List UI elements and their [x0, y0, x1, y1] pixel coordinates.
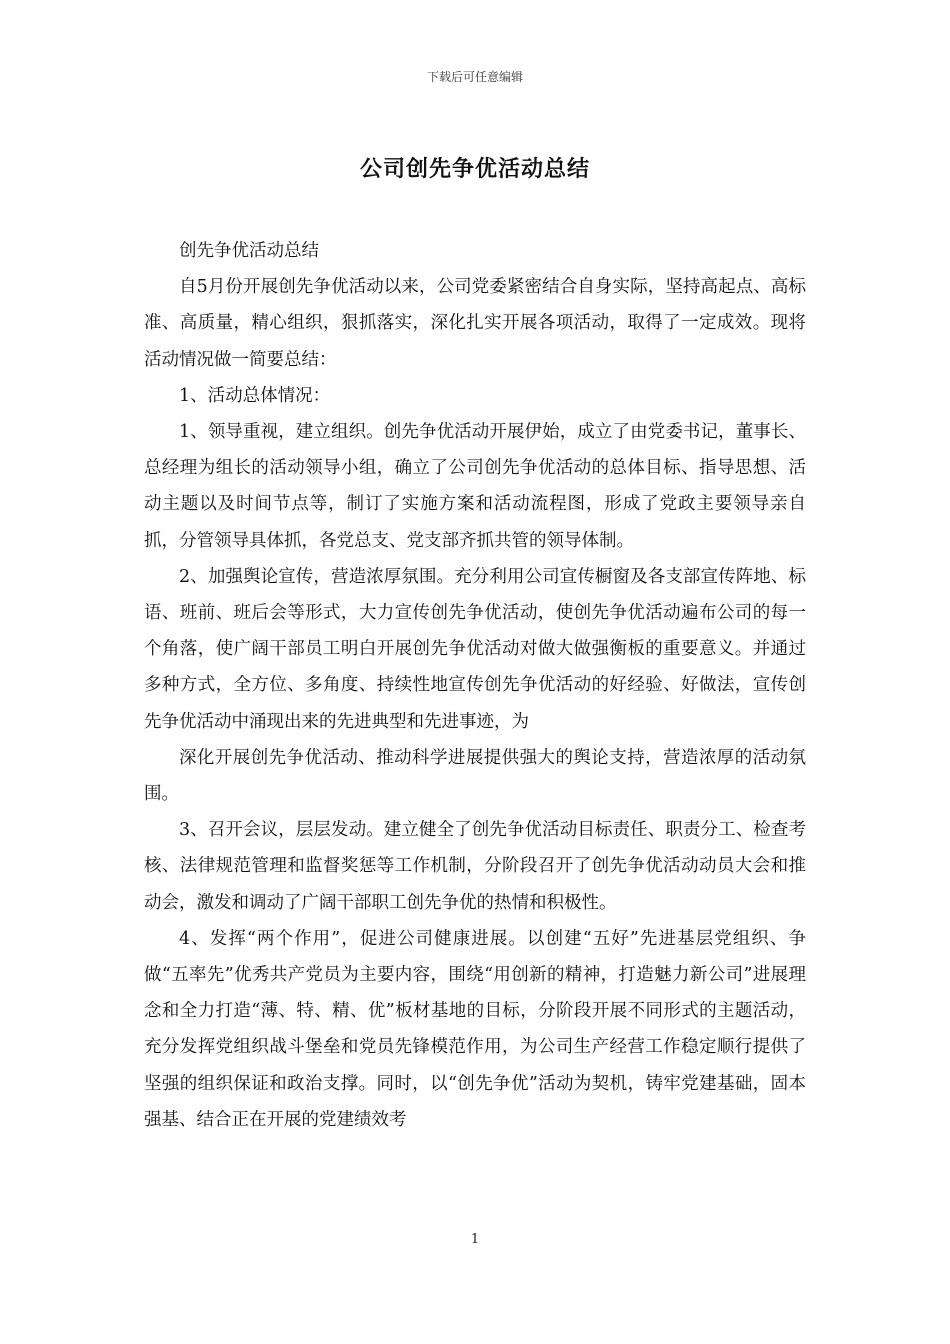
paragraph-leadership: 1、领导重视，建立组织。创先争优活动开展伊始，成立了由党委书记，董事长、总经理为组长的活动领导小组，确立了公司创先争优活动的总体目标、指导思想、活动主题以及时间节点等，制订了实施方案和活动流程图，形成了党政主要领导亲自抓，分管领导具体抓，各党总支、党支部齐抓共管的领导体制。	[144, 422, 806, 551]
paragraph-publicity-continued: 深化开展创先争优活动、推动科学进展提供强大的舆论支持，营造浓厚的活动氛围。	[144, 747, 806, 805]
document-body	[144, 233, 806, 1138]
paragraph-subtitle: 创先争优活动总结	[179, 241, 319, 261]
paragraph-two-roles: 4、发挥“两个作用”，促进公司健康进展。以创建“五好”先进基层党组织、争做“五率先”优秀共产党员为主要内容，围绕“用创新的精神，打造魅力新公司”进展理念和全力打造“薄、特、精、优”板材基地的目标，分阶段开展不同形式的主题活动，充分发挥党组织战斗堡垒和党员先锋模范作用，为公司生产经营工作稳定顺行提供了坚强的组织保证和政治支撑。同时，以“创先争优”活动为契机，铸牢党建基础，固本强基、结合正在开展的党建绩效考	[144, 928, 806, 1130]
paragraph-intro: 自5月份开展创先争优活动以来，公司党委紧密结合自身实际，坚持高起点、高标准、高质量，精心组织，狠抓落实，深化扎实开展各项活动，取得了一定成效。现将活动情况做一简要总结：	[144, 277, 806, 370]
header-note: 下载后可任意编辑	[426, 70, 523, 84]
page-number: 1	[470, 1232, 480, 1247]
paragraph-publicity: 2、加强舆论宣传，营造浓厚氛围。充分利用公司宣传橱窗及各支部宣传阵地、标语、班前、班后会等形式，大力宣传创先争优活动，使创先争优活动遍布公司的每一个角落，使广阔干部员工明白开展创先争优活动对做大做强衡板的重要意义。并通过多种方式，全方位、多角度、持续性地宣传创先争优活动的好经验、好做法，宣传创先争优活动中涌现出来的先进典型和先进事迹，为	[144, 566, 806, 732]
paragraph-meetings: 3、召开会议，层层发动。建立健全了创先争优活动目标责任、职责分工、检查考核、法律规范管理和监督奖惩等工作机制，分阶段召开了创先争优活动动员大会和推动会，激发和调动了广阔干部职工创先争优的热情和积极性。	[144, 820, 806, 913]
paragraph-section-heading: 1、活动总体情况：	[179, 385, 331, 406]
page-title: 公司创先争优活动总结	[359, 157, 590, 182]
